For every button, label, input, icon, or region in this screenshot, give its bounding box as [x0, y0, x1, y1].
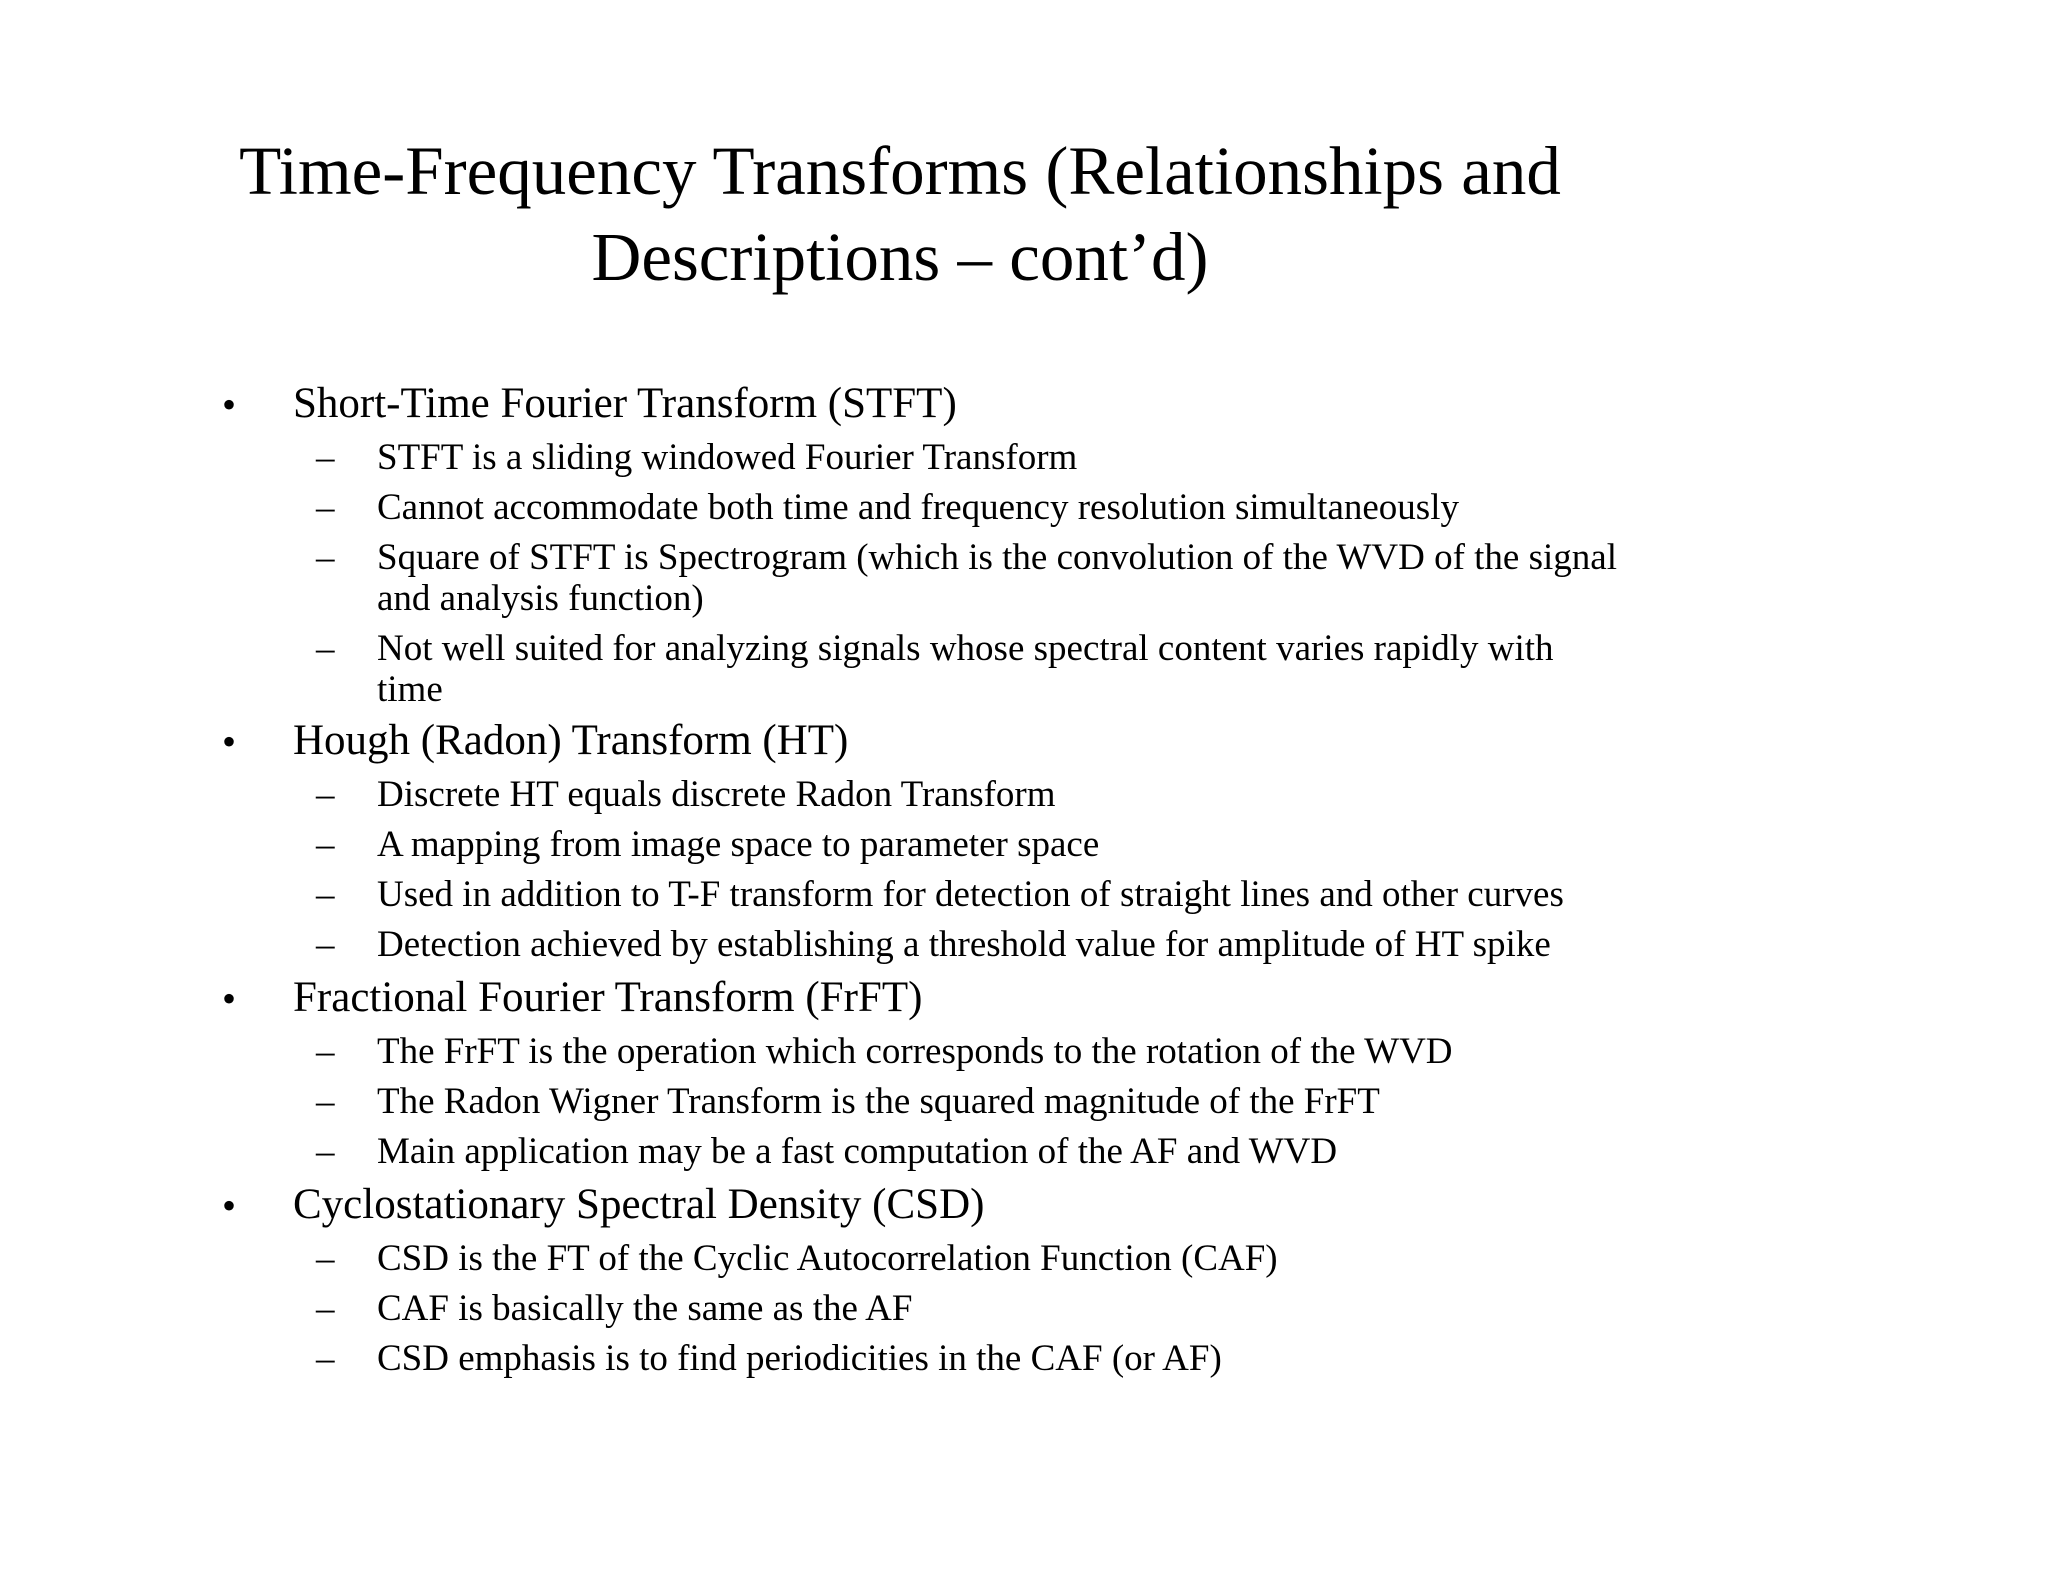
bullet-marker: • [222, 976, 237, 1021]
list-item: The FrFT is the operation which corresponds to the rotation of the WVD [377, 1031, 1453, 1072]
section-heading-hough: Hough (Radon) Transform (HT) [293, 717, 849, 764]
section-heading-csd: Cyclostationary Spectral Density (CSD) [293, 1181, 985, 1228]
list-item: CSD emphasis is to find periodicities in the CAF (or AF) [377, 1338, 1222, 1379]
sub-bullet-marker: – [316, 437, 335, 478]
list-item: Main application may be a fast computation of the AF and WVD [377, 1131, 1338, 1172]
list-item-continuation: time [377, 669, 443, 710]
list-item-continuation: and analysis function) [377, 578, 704, 619]
list-item: Cannot accommodate both time and frequency resolution simultaneously [377, 487, 1459, 528]
bullet-marker: • [222, 382, 237, 427]
slide-title-line-1: Time-Frequency Transforms (Relationships and [239, 133, 1561, 209]
sub-bullet-marker: – [316, 1081, 335, 1122]
list-item: A mapping from image space to parameter space [377, 824, 1100, 865]
section-heading-frft: Fractional Fourier Transform (FrFT) [293, 974, 923, 1021]
sub-bullet-marker: – [316, 628, 335, 669]
sub-bullet-marker: – [316, 1238, 335, 1279]
slide-title-line-2: Descriptions – cont’d) [591, 219, 1209, 295]
list-item: Not well suited for analyzing signals whose spectral content varies rapidly with [377, 628, 1554, 669]
sub-bullet-marker: – [316, 1031, 335, 1072]
list-item: CAF is basically the same as the AF [377, 1288, 913, 1329]
sub-bullet-marker: – [316, 874, 335, 915]
sub-bullet-marker: – [316, 1131, 335, 1172]
bullet-marker: • [222, 719, 237, 764]
sub-bullet-marker: – [316, 824, 335, 865]
list-item: Used in addition to T-F transform for detection of straight lines and other curves [377, 874, 1564, 915]
sub-bullet-marker: – [316, 1338, 335, 1379]
list-item: Discrete HT equals discrete Radon Transform [377, 774, 1056, 815]
sub-bullet-marker: – [316, 537, 335, 578]
list-item: STFT is a sliding windowed Fourier Transform [377, 437, 1078, 478]
bullet-marker: • [222, 1183, 237, 1228]
list-item: The Radon Wigner Transform is the squared magnitude of the FrFT [377, 1081, 1380, 1122]
section-heading-stft: Short-Time Fourier Transform (STFT) [293, 380, 957, 427]
list-item: Square of STFT is Spectrogram (which is the convolution of the WVD of the signal [377, 537, 1617, 578]
list-item: CSD is the FT of the Cyclic Autocorrelation Function (CAF) [377, 1238, 1278, 1279]
list-item: Detection achieved by establishing a threshold value for amplitude of HT spike [377, 924, 1551, 965]
sub-bullet-marker: – [316, 774, 335, 815]
sub-bullet-marker: – [316, 1288, 335, 1329]
sub-bullet-marker: – [316, 924, 335, 965]
sub-bullet-marker: – [316, 487, 335, 528]
